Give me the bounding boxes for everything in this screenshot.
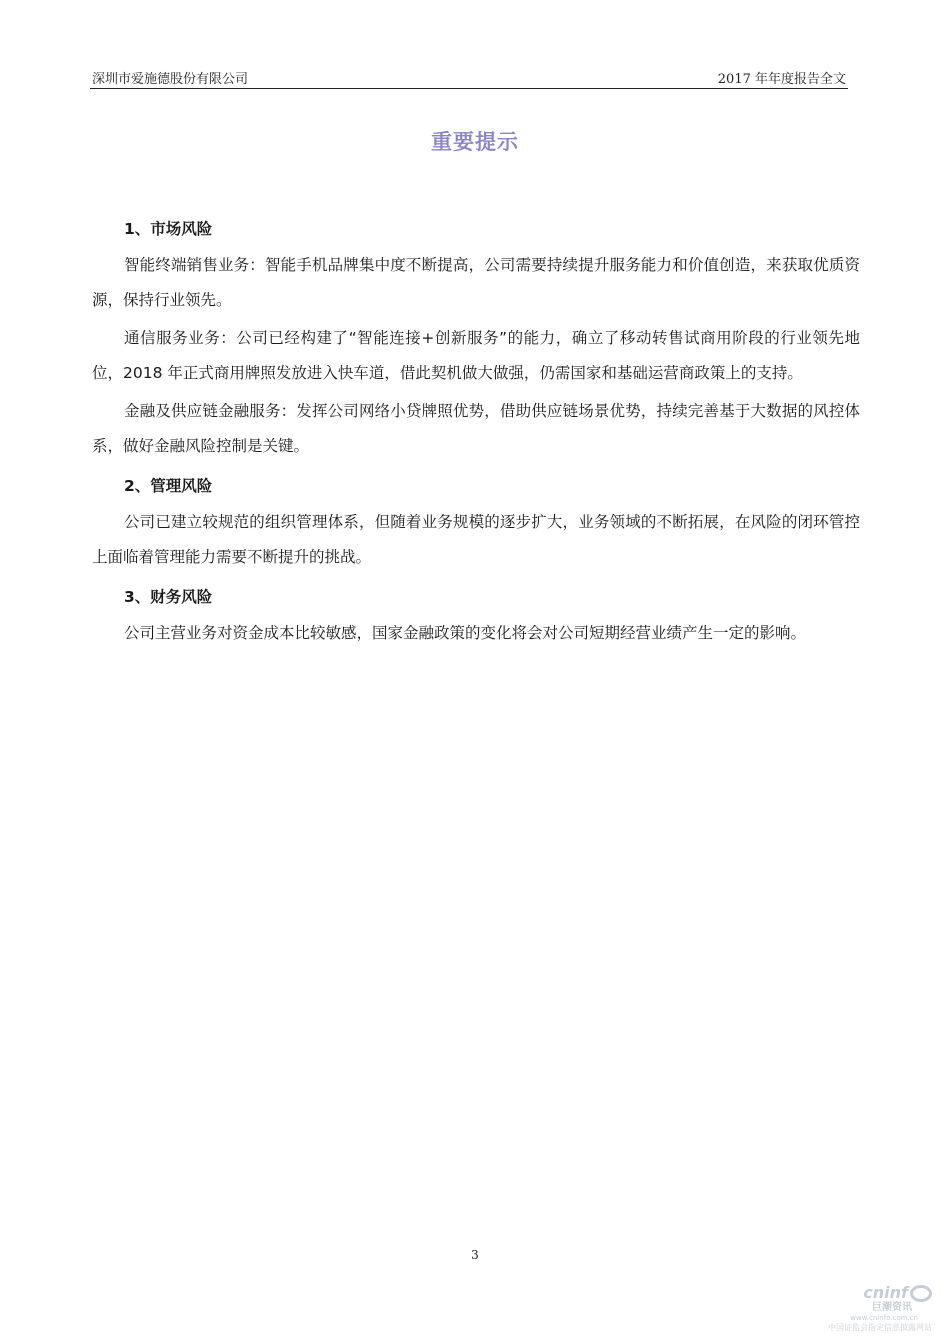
section-financial-risk [92, 578, 860, 651]
header-report-title: 2017 年年度报告全文 [717, 72, 846, 87]
section-heading: 1、市场风险 [124, 220, 213, 238]
section-heading: 3、财务风险 [124, 588, 213, 606]
document-body [92, 210, 860, 654]
page-header [90, 66, 848, 89]
cninfo-swirl-icon [910, 1285, 932, 1302]
cninfo-logo: cninf [822, 1284, 932, 1302]
header-company: 深圳市爱施德股份有限公司 [92, 72, 249, 87]
page-title: 重要提示 [431, 130, 519, 154]
section-market-risk [92, 210, 860, 464]
watermark-name: 巨潮资讯 [872, 1302, 912, 1313]
paragraph: 金融及供应链金融服务：发挥公司网络小贷牌照优势，借助供应链场景优势，持续完善基于大数据的风控体系，做好金融风险控制是关键。 [92, 402, 860, 455]
section-management-risk [92, 467, 860, 575]
watermark-url: www.cninfo.com.cn [850, 1314, 918, 1322]
cninfo-watermark [822, 1284, 932, 1336]
paragraph: 公司已建立较规范的组织管理体系，但随着业务规模的逐步扩大，业务领域的不断拓展，在风险的闭环管控上面临着管理能力需要不断提升的挑战。 [92, 513, 860, 566]
watermark-org: 中国证监会指定信息披露网站 [828, 1323, 932, 1332]
paragraph: 智能终端销售业务：智能手机品牌集中度不断提高，公司需要持续提升服务能力和价值创造，来获取优质资源，保持行业领先。 [92, 256, 860, 309]
page-number: 3 [471, 1248, 479, 1262]
paragraph: 通信服务业务：公司已经构建了“智能连接+创新服务”的能力，确立了移动转售试商用阶段的行业领先地位，2018 年正式商用牌照发放进入快车道，借此契机做大做强，仍需国家和基础运营商政策上的支持。 [92, 329, 860, 382]
section-heading: 2、管理风险 [124, 477, 213, 495]
paragraph: 公司主营业务对资金成本比较敏感，国家金融政策的变化将会对公司短期经营业绩产生一定的影响。 [124, 624, 807, 642]
